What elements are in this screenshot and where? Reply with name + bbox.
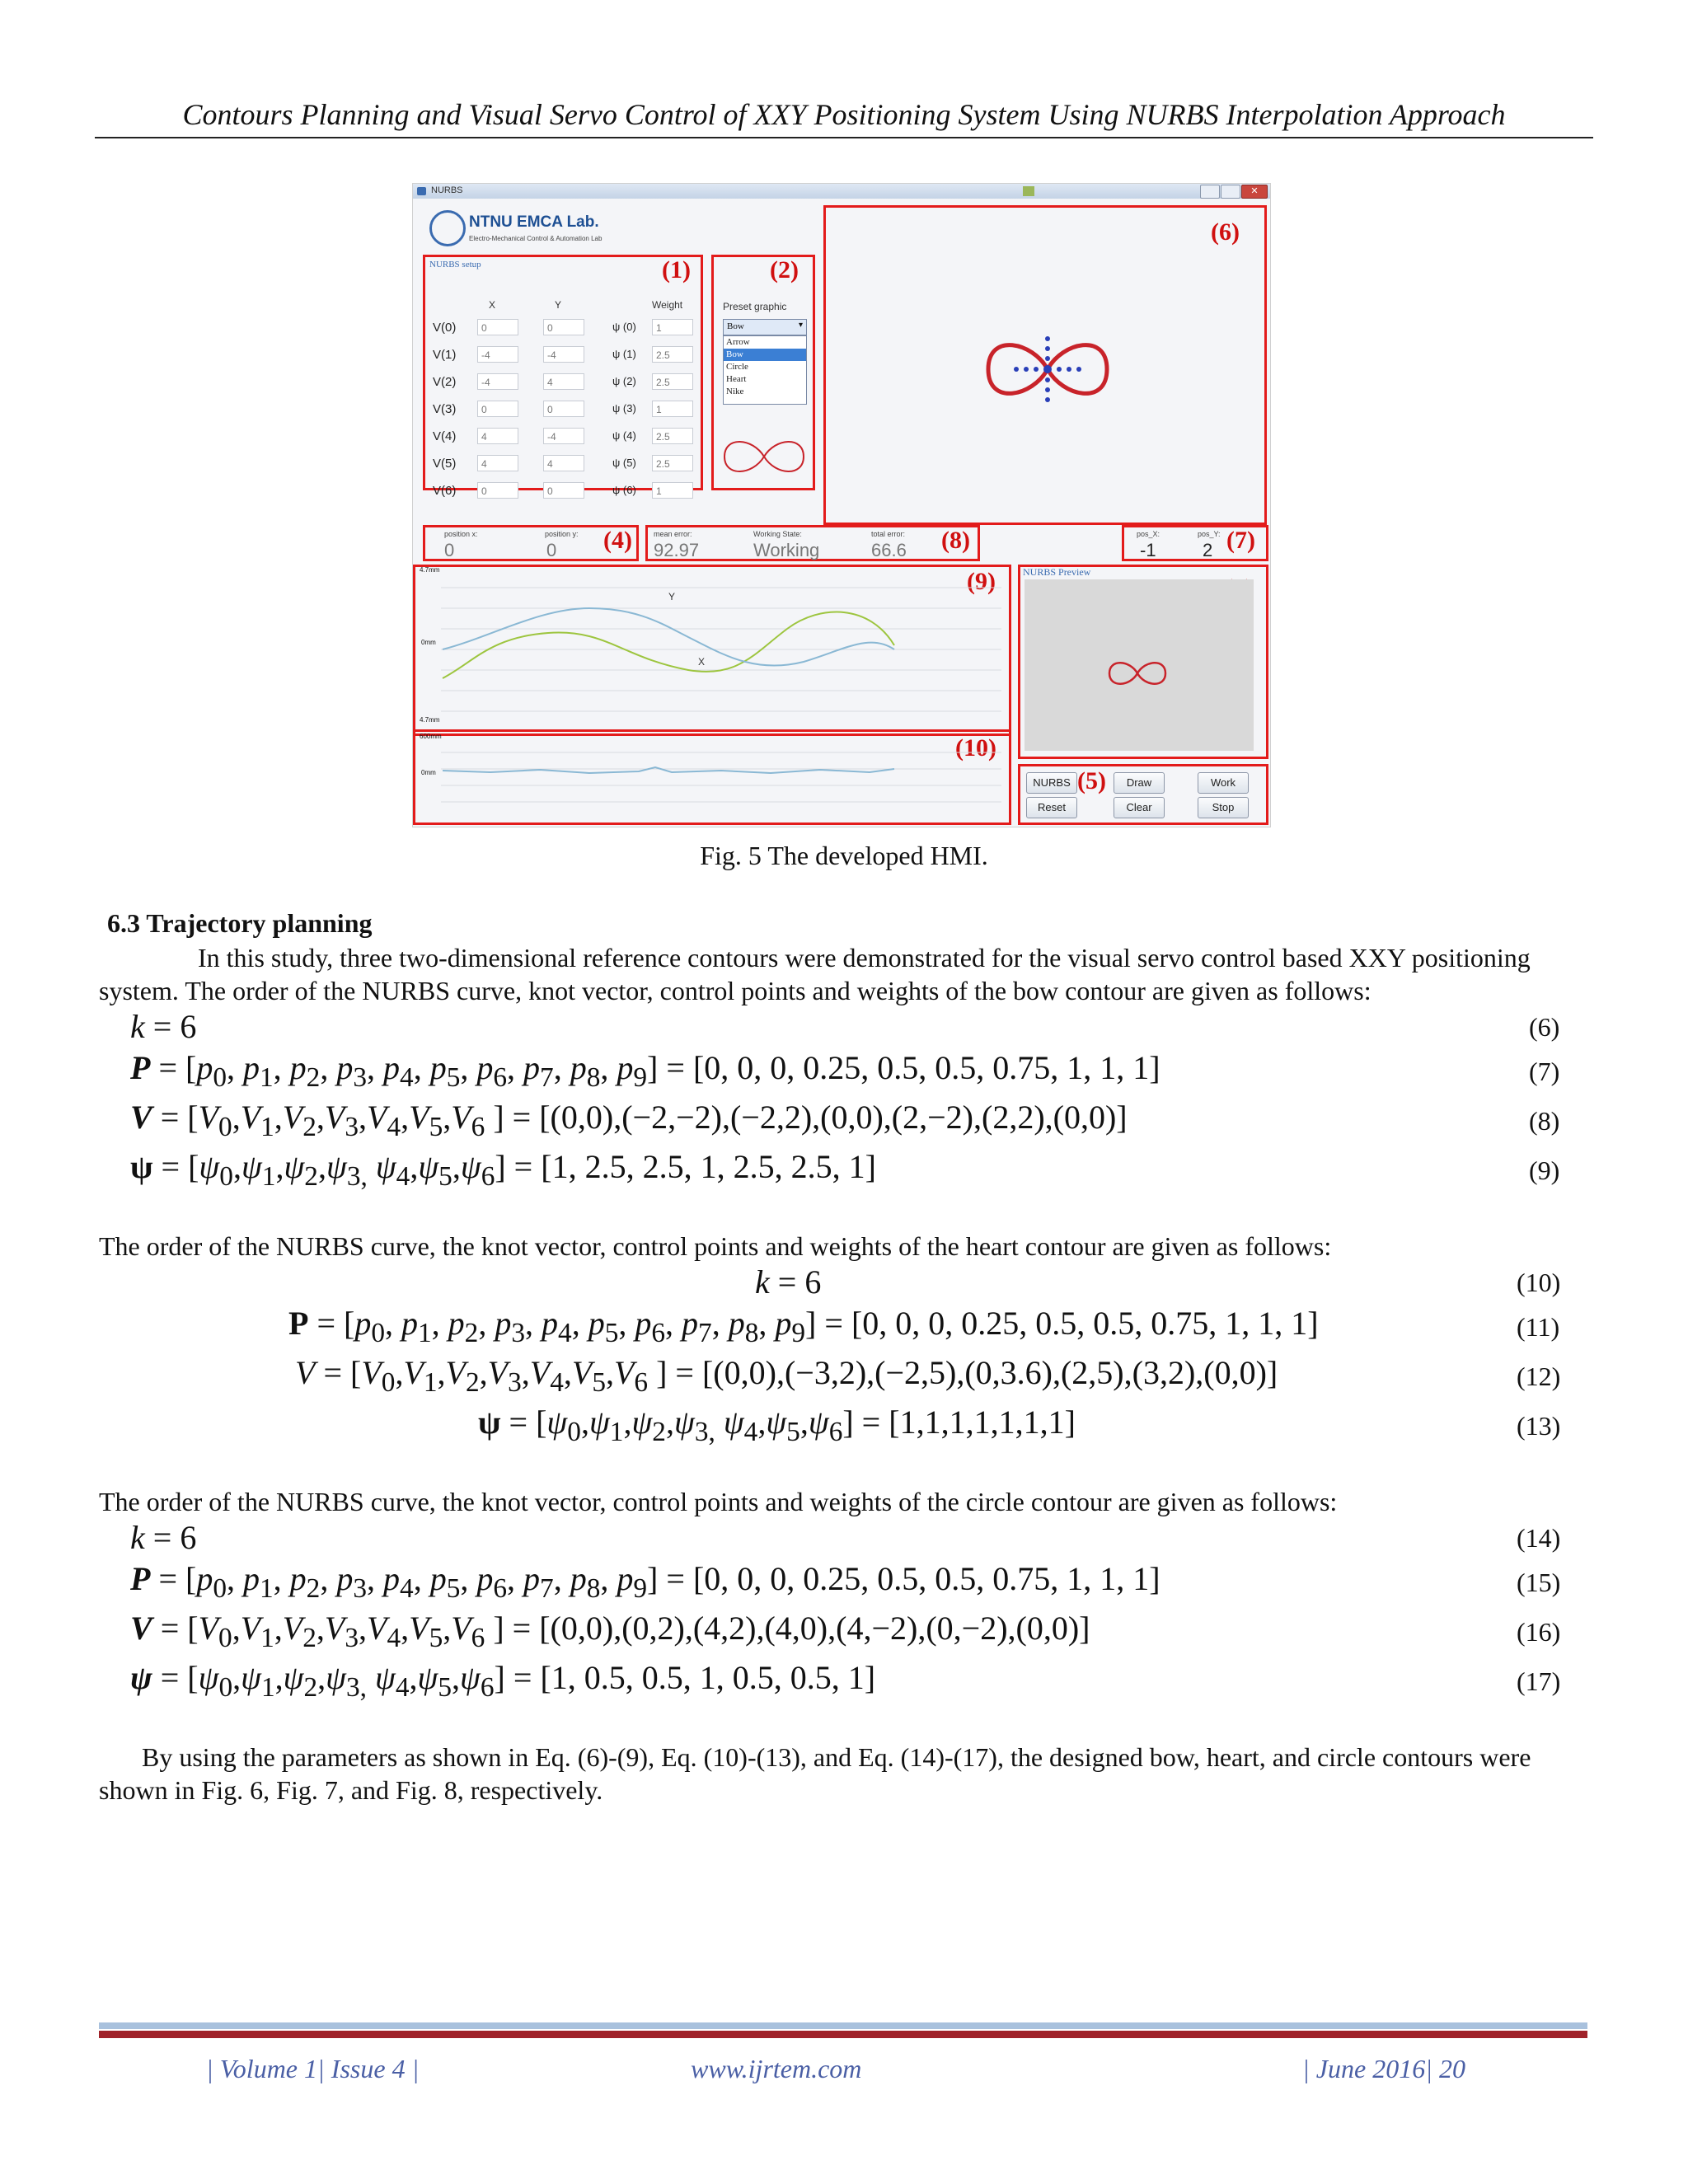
reset-button[interactable]: Reset bbox=[1026, 797, 1077, 818]
position-plot bbox=[441, 571, 1001, 728]
intro-line-2: system. The order of the NURBS curve, knot vector, control points and weights of the bow contour are given as follows: bbox=[99, 976, 1372, 1005]
bow-eq-v: $V = [V_0,V_1,V_2,V_3,V_4,V_5,V_6$ ] = [(0,0),(−2,−2),(−2,2),(0,0),(2,−2),(2,2),(0,0)] bbox=[130, 1099, 1128, 1142]
bow-eq-num-6: (6) bbox=[1529, 1012, 1560, 1042]
col-weight-header: Weight bbox=[652, 299, 683, 311]
control-point-x-field[interactable]: 0 bbox=[477, 401, 518, 417]
control-point-x-field[interactable]: -4 bbox=[477, 346, 518, 363]
weight-field[interactable]: 2.5 bbox=[652, 428, 693, 444]
tag-8: (8) bbox=[941, 527, 970, 554]
circle-eq-num-15: (15) bbox=[1517, 1568, 1561, 1597]
lab-name: NTNU EMCA Lab. bbox=[469, 213, 599, 231]
tag-4: (4) bbox=[603, 527, 632, 554]
working-state-value: Working bbox=[753, 540, 820, 560]
tag-7: (7) bbox=[1226, 527, 1255, 554]
heart-eq-v: $V = [V_0,V_1,V_2,V_3,V_4,V_5,V_6$ ] = [(0,0),(−3,2),(−2,5),(0,3.6),(2,5),(3,2),(0,0)] bbox=[295, 1354, 1278, 1398]
col-x-header: X bbox=[489, 299, 496, 311]
preset-option[interactable]: Heart bbox=[726, 374, 747, 384]
preset-option[interactable]: Arrow bbox=[726, 337, 750, 347]
control-point-y-field[interactable]: 0 bbox=[543, 401, 584, 417]
preview-title: NURBS Preview bbox=[1023, 566, 1091, 578]
tag-1: (1) bbox=[662, 256, 691, 284]
position-x-value: 0 bbox=[444, 540, 455, 560]
circle-eq-num-14: (14) bbox=[1517, 1523, 1561, 1553]
weight-label: ψ (5) bbox=[612, 457, 636, 469]
circle-intro: The order of the NURBS curve, the knot vector, control points and weights of the circle contour are given as follows: bbox=[99, 1487, 1338, 1516]
lab-logo-icon bbox=[429, 210, 466, 246]
control-point-label: V(0) bbox=[433, 321, 457, 335]
footer-website[interactable]: www.ijrtem.com bbox=[691, 2054, 862, 2083]
total-error-value: 66.6 bbox=[871, 540, 907, 560]
draw-button[interactable]: Draw bbox=[1114, 772, 1165, 794]
nurbs-button[interactable]: NURBS bbox=[1026, 772, 1077, 794]
control-point-label: V(1) bbox=[433, 348, 457, 362]
footer-date-page: | June 2016| 20 bbox=[1302, 2054, 1465, 2083]
tag-10: (10) bbox=[955, 734, 996, 762]
plot1-x-label: X bbox=[698, 656, 706, 668]
hmi-screenshot bbox=[412, 183, 1271, 827]
heart-eq-num-10: (10) bbox=[1517, 1268, 1561, 1297]
control-point-x-field[interactable]: 4 bbox=[477, 428, 518, 444]
window-title: NURBS bbox=[431, 185, 463, 195]
setup-title: NURBS setup bbox=[429, 260, 481, 269]
control-point-y-field[interactable]: 0 bbox=[543, 319, 584, 335]
weight-field[interactable]: 2.5 bbox=[652, 373, 693, 390]
closing-line-2: shown in Fig. 6, Fig. 7, and Fig. 8, respectively. bbox=[99, 1775, 603, 1805]
pos-y-label: pos_Y: bbox=[1198, 530, 1221, 538]
control-point-y-field[interactable]: 0 bbox=[543, 482, 584, 499]
control-point-y-field[interactable]: 4 bbox=[543, 373, 584, 390]
header-rule bbox=[95, 137, 1593, 138]
app-icon bbox=[417, 187, 426, 195]
stop-button[interactable]: Stop bbox=[1198, 797, 1249, 818]
weight-field[interactable]: 1 bbox=[652, 319, 693, 335]
control-point-label: V(2) bbox=[433, 375, 457, 389]
preset-label: Preset graphic bbox=[723, 301, 787, 312]
pos-y-value: 2 bbox=[1203, 540, 1213, 560]
plot2-mid-label: 0mm bbox=[421, 769, 436, 776]
tracked-bow-curve bbox=[982, 324, 1114, 415]
plot1-mid-label: 0mm bbox=[421, 639, 436, 646]
control-point-label: V(3) bbox=[433, 402, 457, 416]
weight-field[interactable]: 1 bbox=[652, 401, 693, 417]
heart-eq-num-12: (12) bbox=[1517, 1361, 1561, 1391]
control-point-label: V(5) bbox=[433, 457, 457, 471]
bow-eq-w: $\psi = [\psi_0,\psi_1,\psi_2,\psi_{3,}$ $\psi_4,\psi_5,\psi_6] = [1$, 2.5, 2.5, 1, 2.5, 2.5, 1] bbox=[130, 1148, 876, 1192]
work-button[interactable]: Work bbox=[1198, 772, 1249, 794]
preset-thumbnail bbox=[720, 428, 809, 485]
bow-eq-num-8: (8) bbox=[1529, 1106, 1560, 1136]
tag-6: (6) bbox=[1211, 218, 1240, 246]
position-y-label: position y: bbox=[545, 530, 579, 538]
position-x-label: position x: bbox=[444, 530, 478, 538]
weight-label: ψ (0) bbox=[612, 321, 636, 333]
control-point-x-field[interactable]: 4 bbox=[477, 455, 518, 471]
pos-x-value: -1 bbox=[1140, 540, 1156, 560]
chevron-down-icon: ▾ bbox=[798, 321, 803, 330]
tag-9: (9) bbox=[967, 568, 996, 595]
preset-selected-value: Bow bbox=[727, 321, 744, 331]
bow-eq-p: $P = [p_0$, $p_1$, $p_2$, $p_3$, $p_4$, $p_5$, $p_6$, $p_7$, $p_8$, $p_9] = [0$, 0, 0, 0.25, 0.5, 0.5, 0.75, 1, 1, 1] bbox=[130, 1049, 1160, 1093]
plot2-top-label: 600mm bbox=[420, 733, 442, 740]
minimize-button[interactable] bbox=[1200, 185, 1220, 199]
heart-eq-num-11: (11) bbox=[1517, 1312, 1560, 1342]
heart-intro: The order of the NURBS curve, the knot vector, control points and weights of the heart contour are given as follows: bbox=[99, 1231, 1332, 1261]
circle-eq-num-17: (17) bbox=[1517, 1666, 1561, 1696]
clear-button[interactable]: Clear bbox=[1114, 797, 1165, 818]
heart-eq-k: k = 6 bbox=[755, 1263, 822, 1301]
closing-line-1: By using the parameters as shown in Eq. (6)-(9), Eq. (10)-(13), and Eq. (14)-(17), the designed bow, heart, and circle contours were bbox=[142, 1742, 1531, 1772]
control-point-y-field[interactable]: -4 bbox=[543, 346, 584, 363]
preset-option[interactable]: Nike bbox=[726, 387, 744, 396]
weight-field[interactable]: 1 bbox=[652, 482, 693, 499]
weight-label: ψ (6) bbox=[612, 484, 636, 496]
running-header: Contours Planning and Visual Servo Control of XXY Positioning System Using NURBS Interpolation Approach bbox=[182, 98, 1506, 131]
preset-dropdown-list bbox=[723, 335, 807, 405]
control-point-label: V(4) bbox=[433, 429, 457, 443]
control-point-y-field[interactable]: 4 bbox=[543, 455, 584, 471]
window-title-bar bbox=[413, 184, 1270, 199]
progress-indicator bbox=[1023, 186, 1034, 196]
circle-eq-w: $\psi = [\psi_0,\psi_1,\psi_2,\psi_{3,}$ $\psi_4,\psi_5,\psi_6] = [1$, 0.5, 0.5, 1, 0.5, 0.5, 1] bbox=[130, 1659, 876, 1703]
preset-option[interactable]: Bow bbox=[724, 349, 806, 361]
plot1-bot-label: 4.7mm bbox=[420, 716, 440, 724]
control-point-label: V(6) bbox=[433, 484, 457, 498]
control-point-x-field[interactable]: 0 bbox=[477, 319, 518, 335]
lab-subtitle: Electro-Mechanical Control & Automation Lab bbox=[469, 235, 603, 242]
footer-rule-blue bbox=[99, 2022, 1587, 2029]
pos-x-label: pos_X: bbox=[1137, 530, 1160, 538]
weight-label: ψ (3) bbox=[612, 402, 636, 415]
preset-option[interactable]: Circle bbox=[726, 362, 748, 372]
heart-eq-p: $P = [p_0$, $p_1$, $p_2$, $p_3$, $p_4$, $p_5$, $p_6$, $p_7$, $p_8$, $p_9] = [0$, 0, 0, 0.25, 0.5, 0.5, 0.75, 1, 1, 1] bbox=[288, 1305, 1319, 1348]
control-point-y-field[interactable]: -4 bbox=[543, 428, 584, 444]
weight-label: ψ (2) bbox=[612, 375, 636, 387]
footer-rule-red bbox=[99, 2031, 1587, 2038]
preview-bow-curve bbox=[1107, 655, 1168, 691]
mean-error-label: mean error: bbox=[654, 530, 692, 538]
bow-eq-k: k = 6 bbox=[130, 1008, 197, 1045]
preset-select[interactable] bbox=[723, 319, 807, 335]
control-point-x-field[interactable]: 0 bbox=[477, 482, 518, 499]
heart-eq-num-13: (13) bbox=[1517, 1411, 1561, 1441]
control-point-x-field[interactable]: -4 bbox=[477, 373, 518, 390]
weight-label: ψ (1) bbox=[612, 348, 636, 360]
plot1-top-label: 4.7mm bbox=[420, 566, 440, 574]
tag-5: (5) bbox=[1077, 767, 1106, 794]
mean-error-value: 92.97 bbox=[654, 540, 700, 560]
circle-eq-v: $V = [V_0,V_1,V_2,V_3,V_4,V_5,V_6$ ] = [(0,0),(0,2),(4,2),(4,0),(4,−2),(0,−2),(0,0)] bbox=[130, 1610, 1090, 1653]
weight-field[interactable]: 2.5 bbox=[652, 346, 693, 363]
intro-line-1: In this study, three two-dimensional reference contours were demonstrated for the visual servo control based XXY positioning bbox=[198, 943, 1531, 972]
bow-eq-num-7: (7) bbox=[1529, 1057, 1560, 1086]
circle-eq-p: $P = [p_0$, $p_1$, $p_2$, $p_3$, $p_4$, $p_5$, $p_6$, $p_7$, $p_8$, $p_9] = [0$, 0, 0, 0.25, 0.5, 0.5, 0.75, 1, 1, 1] bbox=[130, 1560, 1160, 1604]
circle-eq-num-16: (16) bbox=[1517, 1617, 1561, 1647]
total-error-label: total error: bbox=[871, 530, 906, 538]
weight-field[interactable]: 2.5 bbox=[652, 455, 693, 471]
error-plot bbox=[441, 744, 1001, 818]
col-y-header: Y bbox=[555, 299, 562, 311]
circle-eq-k: k = 6 bbox=[130, 1519, 197, 1556]
section-heading: 6.3 Trajectory planning bbox=[107, 908, 373, 938]
position-y-value: 0 bbox=[546, 540, 557, 560]
footer-volume: | Volume 1| Issue 4 | bbox=[206, 2054, 420, 2083]
bow-eq-num-9: (9) bbox=[1529, 1155, 1560, 1185]
maximize-button[interactable] bbox=[1221, 185, 1240, 199]
working-state-label: Working State: bbox=[753, 530, 802, 538]
weight-label: ψ (4) bbox=[612, 429, 636, 442]
close-button[interactable]: ✕ bbox=[1241, 185, 1268, 199]
plot1-y-label: Y bbox=[668, 591, 676, 602]
tag-2: (2) bbox=[770, 256, 799, 284]
figure-caption: Fig. 5 The developed HMI. bbox=[700, 841, 988, 870]
heart-eq-w: $\psi = [\psi_0,\psi_1,\psi_2,\psi_{3,}$ $\psi_4,\psi_5,\psi_6] = [1,1,1,1,1,1,1]$ bbox=[478, 1404, 1076, 1447]
